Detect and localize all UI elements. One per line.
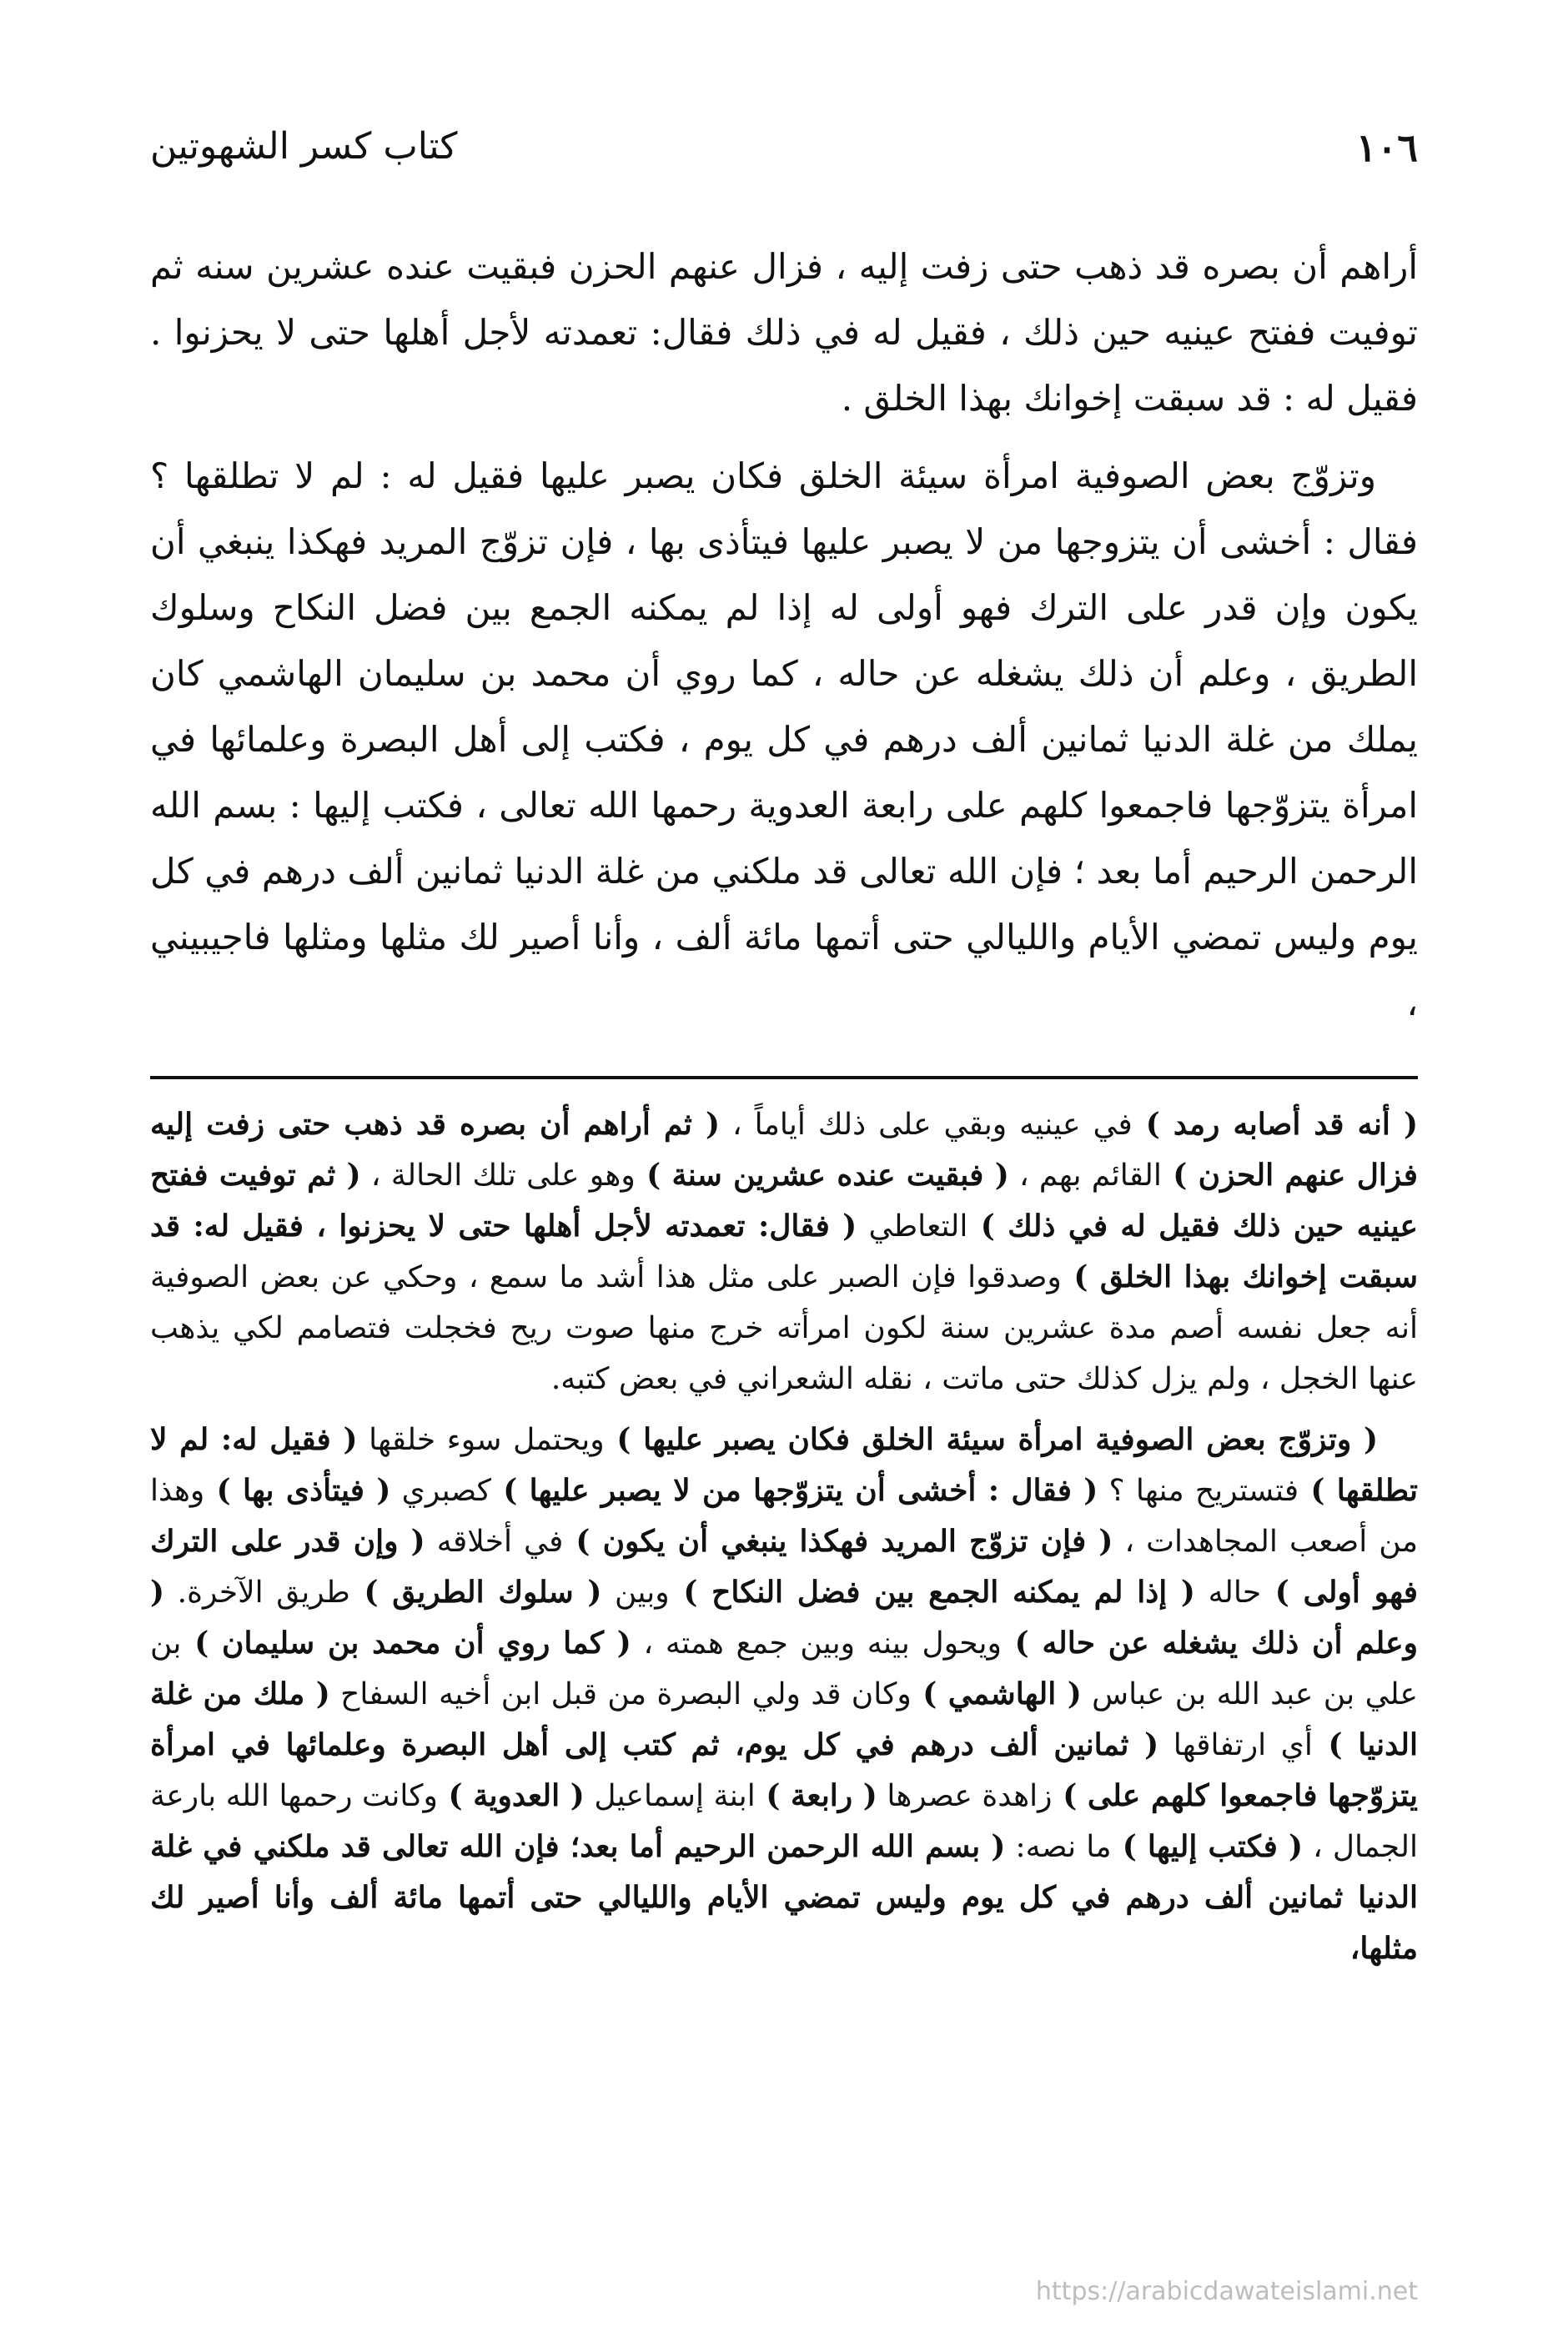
quoted-text: ( كما روي أن محمد بن سليمان ) xyxy=(181,1626,631,1661)
watermark: https://arabicdawateislami.net xyxy=(1035,2277,1418,2306)
quoted-text: ( بسم الله الرحمن الرحيم أما بعد؛ فإن الله تعالى قد ملكني في غلة الدنيا ثمانين ألف درهم في كل يوم وليس تمضي الأيام والليالي حتى أتمها مائة ألف وأنا أصير لك مثلها، xyxy=(150,1829,1419,1966)
commentary-text: أي ارتفاقها xyxy=(1158,1728,1313,1762)
quoted-text: ( وإن قدر على الترك فهو أولى ) xyxy=(150,1524,1418,1610)
quoted-text: ( أنه قد أصابه رمد ) xyxy=(1132,1107,1419,1142)
main-paragraph-2: وتزوّج بعض الصوفية امرأة سيئة الخلق فكان يصبر عليها فقيل له : لم لا تطلقها ؟ فقال : أخشى أن يتزوجها من لا يصبر عليها فيتأذى بها ، فإن تزوّج المريد فهكذا ينبغي أن يكون وإن قدر على الترك فهو أولى له إذا لم يمكنه الجمع بين فضل النكاح وسلوك الطريق ، وعلم أن ذلك يشغله عن حاله ، كما روي أن محمد بن سليمان الهاشمي كان يملك من غلة الدنيا ثمانين ألف درهم في كل يوم ، فكتب إلى أهل البصرة وعلمائها في امرأة يتزوّجها فاجمعوا كلهم على رابعة العدوية رحمها الله تعالى ، فكتب إليها : بسم الله الرحمن الرحيم أما بعد ؛ فإن الله تعالى قد ملكني من غلة الدنيا ثمانين ألف درهم في كل يوم وليس تمضي الأيام والليالي حتى أتمها مائة ألف ، وأنا أصير لك مثلها ومثلها فاجيبيني ، xyxy=(150,455,1418,1023)
quoted-text: ( ثم توفيت ففتح عينيه حين ذلك فقيل له في ذلك ) xyxy=(150,1158,1418,1244)
main-paragraph-1: أراهم أن بصره قد ذهب حتى زفت إليه ، فزال عنهم الحزن فبقيت عنده عشرين سنه ثم توفيت ففتح عينيه حين ذلك ، فقيل له في ذلك فقال: تعمدته لأجل أهلها حتى لا يحزنوا . فقيل له : قد سبقت إخوانك بهذا الخلق . xyxy=(150,246,1418,419)
quoted-text: ( فكتب إليها ) xyxy=(1111,1829,1304,1864)
quoted-text: ( فيتأذى بها ) xyxy=(204,1473,391,1508)
commentary-text: وبين xyxy=(601,1576,670,1610)
quoted-text: ( وتزوّج بعض الصوفية امرأة سيئة الخلق فكان يصبر عليها ) xyxy=(604,1422,1378,1457)
quoted-text: ( فقيل له: لم لا تطلقها ) xyxy=(150,1422,1418,1508)
book-title: كتاب كسر الشهوتين xyxy=(150,125,458,168)
page-number: ١٠٦ xyxy=(1355,125,1418,170)
quoted-text: ( فإن تزوّج المريد فهكذا ينبغي أن يكون ) xyxy=(563,1524,1113,1559)
commentary-text: وصدقوا فإن الصبر على مثل هذا أشد ما سمع ، وحكي عن بعض الصوفية أنه جعل نفسه أصم مدة عشرين سنة لكون امرأته خرج منها صوت ريح فخجلت فتصامم لكي يذهب عنها الخجل ، ولم يزل كذلك حتى ماتت ، نقله الشعراني في بعض كتبه. xyxy=(150,1260,1418,1396)
quoted-text: ( العدوية ) xyxy=(437,1778,585,1813)
commentary-text: ابنة إسماعيل xyxy=(584,1779,756,1813)
quoted-text: ( ثم أراهم أن بصره قد ذهب حتى زفت إليه فزال عنهم الحزن ) xyxy=(150,1107,1418,1193)
quoted-text: ( وعلم أن ذلك يشغله عن حاله ) xyxy=(150,1575,1418,1661)
quoted-text: ( سلوك الطريق ) xyxy=(349,1575,602,1610)
commentary-text: القائم بهم ، xyxy=(1008,1158,1162,1193)
commentary-text: في عينيه وبقي على ذلك أياماً ، xyxy=(720,1108,1133,1142)
commentary-text: التعاطي xyxy=(857,1209,968,1244)
commentary-text: ما نصه: xyxy=(1005,1830,1112,1864)
quoted-text: ( ملك من غلة الدنيا ) xyxy=(150,1676,1418,1762)
commentary-text: ويحتمل سوء خلقها xyxy=(357,1423,605,1457)
commentary-text: وكانت رحمها الله بارعة الجمال ، xyxy=(150,1779,1418,1864)
commentary-text: فتستريح منها ؟ xyxy=(1098,1474,1299,1508)
commentary-text: طريق الآخرة. xyxy=(164,1576,350,1610)
quoted-text: ( إذا لم يمكنه الجمع بين فضل النكاح ) xyxy=(669,1575,1195,1610)
quoted-text: ( فقال: تعمدته لأجل أهلها حتى لا يحزنوا ، فقيل له: قد سبقت إخوانك بهذا الخلق ) xyxy=(150,1209,1419,1294)
commentary-text: بن علي بن عبد الله بن عباس xyxy=(150,1626,1418,1711)
commentary-text: ويحول بينه وبين جمع همته ، xyxy=(631,1626,1002,1661)
main-text xyxy=(150,234,1418,1048)
quoted-text: ( فبقيت عنده عشرين سنة ) xyxy=(635,1158,1009,1193)
quoted-text: ( فقال : أخشى أن يتزوّجها من لا يصبر عليها ) xyxy=(490,1473,1098,1508)
quoted-text: ( رابعة ) xyxy=(755,1778,877,1813)
commentary xyxy=(150,1099,1418,1984)
commentary-paragraph-1 xyxy=(150,1099,1418,1405)
quoted-text: ( ثمانين ألف درهم في كل يوم، ثم كتب إلى أهل البصرة وعلمائها في امرأة يتزوّجها فاجمعوا كلهم على ) xyxy=(150,1727,1418,1813)
commentary-text: وهذا من أصعب المجاهدات ، xyxy=(150,1474,1418,1559)
footnote-divider xyxy=(150,1076,1418,1079)
commentary-text: وهو على تلك الحالة ، xyxy=(360,1158,636,1193)
commentary-text: زاهدة عصرها xyxy=(877,1779,1053,1813)
commentary-text: حاله xyxy=(1194,1576,1262,1610)
page-header xyxy=(150,125,1418,183)
commentary-paragraph-2 xyxy=(150,1415,1418,1974)
commentary-text: كصبري xyxy=(390,1474,491,1508)
quoted-text: ( الهاشمي ) xyxy=(911,1676,1082,1711)
commentary-text: في أخلاقه xyxy=(425,1525,564,1559)
commentary-text: وكان قد ولي البصرة من قبل ابن أخيه السفاح xyxy=(329,1677,912,1711)
